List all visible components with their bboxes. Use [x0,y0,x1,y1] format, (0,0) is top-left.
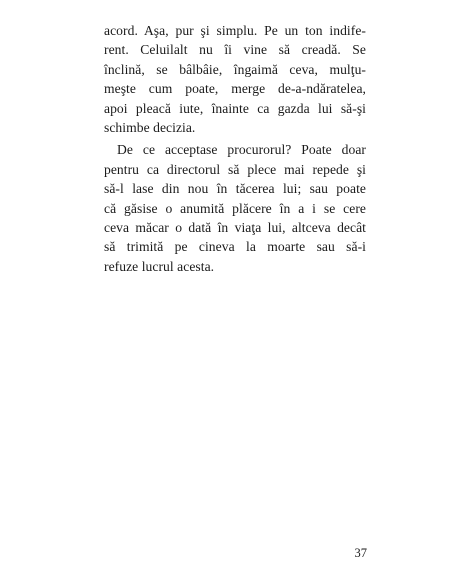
text-line: înclină, se bâlbâie, îngaimă ceva, mulţu- [104,61,366,77]
paragraph-1 [104,21,366,137]
text-line: schimbe decizia. [104,119,196,135]
text-line: să trimită pe cineva la moarte sau să-i [104,239,366,255]
text-line: să-l lase din nou în tăcerea lui; sau poate [104,181,366,197]
text-line: că găsise o anumită plăcere în a i se cere [104,200,366,216]
text-line: acord. Aşa, pur şi simplu. Pe un ton indife- [104,23,366,38]
text-line: rent. Celuilalt nu îi vine să creadă. Se [104,42,366,58]
text-line: meşte cum poate, merge de-a-ndăratelea, [104,81,366,97]
paragraph-2 [104,140,366,276]
page-number: 37 [354,546,367,560]
text-line: ceva măcar o dată în viaţa lui, altceva decât [104,219,366,235]
text-line: apoi pleacă iute, înainte ca gazda lui să-şi [104,100,366,116]
body-text [104,21,366,276]
text-line: refuze lucrul acesta. [104,258,215,274]
text-line: De ce acceptase procurorul? Poate doar [117,142,366,158]
text-line: pentru ca directorul să plece mai repede şi [104,161,366,177]
